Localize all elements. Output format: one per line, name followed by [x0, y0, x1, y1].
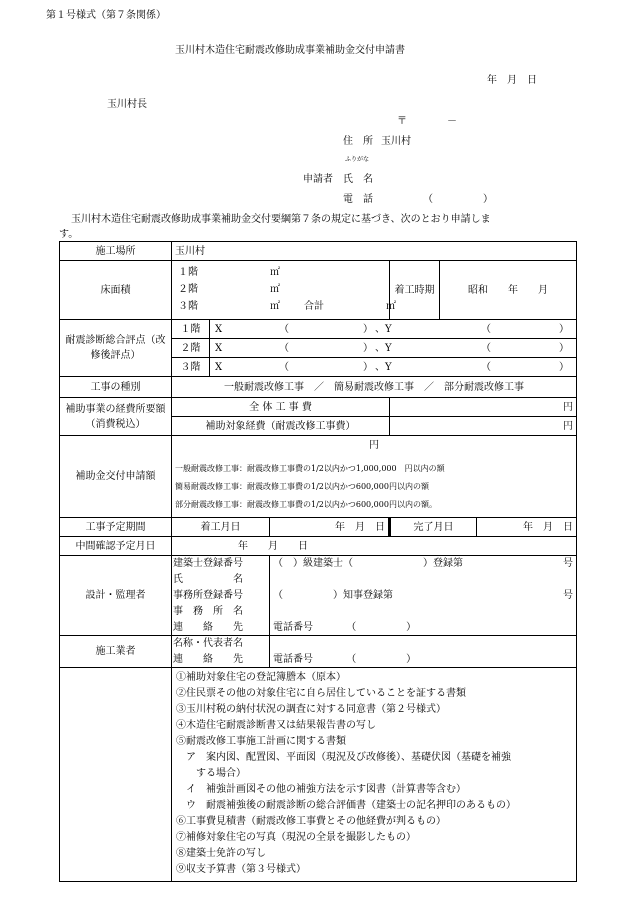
seismic-y-open-3: （ — [481, 361, 491, 373]
row-mid-confirm — [60, 537, 577, 556]
designer-reg-value-text: （ ）級建築士（ ）登録第 — [273, 558, 463, 570]
designer-office-name-label: 事 務 所 名 — [172, 604, 270, 620]
site-value[interactable]: 玉川村 — [172, 242, 577, 261]
seismic-floor-3: ３階 — [172, 358, 210, 377]
designer-name-value[interactable] — [270, 572, 577, 588]
addressee: 玉川村長 — [107, 99, 147, 110]
mid-confirm-label: 中間確認予定月日 — [60, 537, 172, 556]
builder-phone-paren: （ ） — [346, 653, 417, 665]
designer-label: 設計・監理者 — [60, 556, 172, 636]
seismic-x-1: X — [215, 323, 223, 335]
seismic-y-close-2: ） — [559, 342, 569, 354]
seismic-y-3: 、Y — [375, 361, 392, 373]
designer-office-no-value[interactable] — [270, 588, 577, 604]
row-site — [60, 242, 577, 261]
floor-2-sqm: ㎡ — [270, 284, 280, 295]
applicant-label: 申請者 — [303, 174, 333, 185]
attachment-item: イ 補強計画図その他の補強方法を示す図書（計算書等含む） — [176, 784, 466, 795]
postal-code: 〒 － — [397, 116, 457, 127]
seismic-floor-1: １階 — [172, 320, 210, 339]
attachment-item: ウ 耐震補強後の耐震診断の総合評価書（建築士の記名押印のあるもの） — [176, 800, 516, 811]
designer-contact-label: 連 絡 先 — [172, 620, 270, 636]
construction-start-label: 着工時期 — [390, 261, 440, 320]
floor-3-label: ３階 — [178, 301, 198, 312]
attachment-item: ⑨収支予算書（第３号様式） — [176, 864, 306, 875]
site-label: 施工場所 — [60, 242, 172, 261]
floor-2-label: ２階 — [178, 284, 198, 295]
floor-3-sqm: ㎡ — [270, 301, 280, 312]
applicant-phone-paren: （ ） — [423, 194, 493, 205]
designer-reg-go: 号 — [563, 558, 573, 570]
row-builder-1 — [60, 636, 577, 652]
work-type-options[interactable]: 一般耐震改修工事 ／ 簡易耐震改修工事 ／ 部分耐震改修工事 — [172, 377, 577, 398]
address-value: 玉川村 — [381, 136, 411, 147]
seismic-values-3[interactable] — [210, 358, 577, 377]
floor-1-label: １階 — [178, 267, 198, 278]
attachment-item: ②住民票その他の対象住宅に自ら居住していることを証する書類 — [176, 688, 466, 699]
row-subsidy — [60, 436, 577, 518]
seismic-y-close-1: ） — [559, 323, 569, 335]
construction-start-showa[interactable]: 昭和 年 月 — [440, 261, 577, 320]
designer-office-go: 号 — [563, 590, 573, 601]
row-seismic-1 — [60, 320, 577, 339]
subsidy-value[interactable] — [172, 436, 577, 518]
designer-contact-value[interactable] — [270, 620, 577, 636]
attachment-item: ⑦補修対象住宅の写真（現況の全景を撮影したもの） — [176, 832, 416, 843]
row-work-type — [60, 377, 577, 398]
subsidy-note-3: 部分耐震改修工事：耐震改修工事費の1/2以内かつ600,000円以内の額。 — [175, 500, 437, 509]
seismic-values-1[interactable] — [210, 320, 577, 339]
application-date: 年 月 日 — [487, 75, 537, 86]
seismic-x-open-1: （ — [279, 323, 289, 335]
form-number: 第１号様式（第７条関係） — [46, 10, 166, 21]
seismic-y-open-1: （ — [481, 323, 491, 335]
designer-name-label: 氏 名 — [172, 572, 270, 588]
seismic-x-2: X — [215, 342, 223, 354]
seismic-x-open-3: （ — [279, 361, 289, 373]
attachment-item: ア 案内図、配置図、平面図（現況及び改修後）、基礎伏図（基礎を補強 — [176, 752, 511, 763]
attachment-item: ⑧建築士免許の写し — [176, 848, 266, 859]
builder-name-value[interactable] — [270, 636, 577, 652]
subsidy-label: 補助金交付申請額 — [60, 436, 172, 518]
builder-contact-label: 連 絡 先 — [172, 652, 270, 668]
attachment-item: ③玉川村税の納付状況の調査に対する同意書（第２号様式） — [176, 704, 446, 715]
subsidy-note-2: 簡易耐震改修工事：耐震改修工事費の1/2以内かつ600,000円以内の額 — [175, 482, 429, 491]
attachment-item: ④木造住宅耐震診断書又は結果報告書の写し — [176, 720, 376, 731]
seismic-y-1: 、Y — [375, 323, 392, 335]
intro-text-1: 玉川村木造住宅耐震改修助成事業補助金交付要綱第７条の規定に基づき、次のとおり申請しま — [71, 214, 491, 225]
furigana-label: ふりがな — [345, 156, 370, 163]
seismic-x-open-2: （ — [279, 342, 289, 354]
seismic-y-2: 、Y — [375, 342, 392, 354]
builder-phone-label: 電話番号 — [273, 653, 313, 665]
intro-text-2: す。 — [59, 229, 79, 240]
builder-contact-value[interactable] — [270, 652, 577, 668]
designer-phone-paren: （ ） — [346, 621, 417, 633]
floor-total-label: 合計 — [304, 301, 324, 312]
schedule-label: 工事予定期間 — [60, 518, 172, 537]
builder-name-label: 名称・代表者名 — [172, 636, 270, 652]
attachment-item: ①補助対象住宅の登記簿謄本（原本） — [176, 672, 346, 683]
floor-area-values[interactable] — [172, 261, 396, 320]
address-label: 住 所 — [343, 136, 373, 147]
document-title: 玉川村木造住宅耐震改修助成事業補助金交付申請書 — [175, 45, 405, 56]
cost-total-yen[interactable]: 円 — [390, 398, 577, 417]
floor-area-label: 床面積 — [60, 261, 172, 320]
designer-office-value-text: （ ）知事登録第 — [273, 590, 393, 601]
designer-phone-label: 電話番号 — [273, 621, 313, 633]
applicant-phone-label: 電 話 — [343, 194, 373, 205]
attachment-item: ⑤耐震改修工事施工計画に関する書類 — [176, 736, 346, 747]
cost-target-yen[interactable]: 円 — [390, 417, 577, 436]
builder-label: 施工業者 — [60, 636, 172, 668]
designer-office-name-value[interactable] — [270, 604, 577, 620]
seismic-y-open-2: （ — [481, 342, 491, 354]
start-date-value[interactable]: 年 月 日 — [270, 518, 390, 537]
seismic-score-label: 耐震診断総合評点（改修後評点） — [60, 320, 172, 377]
cost-target-label: 補助対象経費（耐震改修工事費） — [172, 417, 390, 436]
attachment-item: ⑥工事費見積書（耐震改修工事費とその他経費が判るもの） — [176, 816, 446, 827]
seismic-x-close-2: ） — [363, 342, 373, 354]
floor-1-sqm: ㎡ — [270, 267, 280, 278]
seismic-x-3: X — [215, 361, 223, 373]
seismic-floor-2: ２階 — [172, 339, 210, 358]
cost-total-label: 全 体 工 事 費 — [172, 398, 390, 417]
work-type-label: 工事の種別 — [60, 377, 172, 398]
mid-confirm-value[interactable]: 年 月 日 — [172, 537, 577, 556]
seismic-x-close-1: ） — [363, 323, 373, 335]
designer-reg-no-value[interactable] — [270, 556, 577, 572]
subsidy-note-1: 一般耐震改修工事：耐震改修工事費の1/2以内かつ1,000,000 円以内の額 — [175, 464, 445, 473]
application-form-table — [59, 241, 577, 882]
end-date-value[interactable]: 年 月 日 — [477, 518, 577, 537]
row-floor-area — [60, 261, 577, 320]
designer-office-no-label: 事務所登録番号 — [172, 588, 270, 604]
seismic-x-close-3: ） — [363, 361, 373, 373]
subsidy-yen: 円 — [369, 440, 379, 451]
floor-total-sqm: ㎡ — [386, 301, 396, 312]
row-schedule — [60, 518, 577, 537]
seismic-y-close-3: ） — [559, 361, 569, 373]
seismic-values-2[interactable] — [210, 339, 577, 358]
attachments-label-cell — [60, 668, 172, 882]
designer-reg-no-label: 建築士登録番号 — [172, 556, 270, 572]
attachment-item: する場合） — [176, 768, 246, 779]
end-date-label: 完了月日 — [390, 518, 477, 537]
row-attachments — [60, 668, 577, 882]
applicant-name-label: 氏 名 — [343, 174, 373, 185]
row-cost-total — [60, 398, 577, 417]
start-date-label: 着工月日 — [172, 518, 270, 537]
attachments-items — [176, 670, 572, 878]
attachments-list — [172, 668, 577, 882]
cost-label: 補助事業の経費所要額（消費税込） — [60, 398, 172, 436]
row-design-1 — [60, 556, 577, 572]
